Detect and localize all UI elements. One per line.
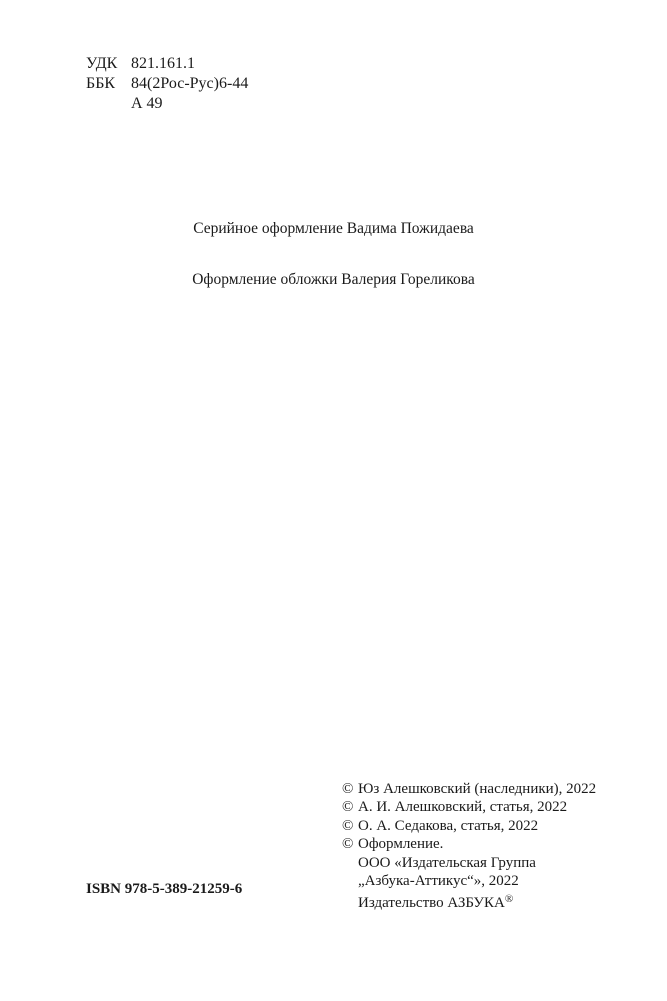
copyright-icon: © [342, 781, 354, 797]
copyright-text: А. И. Алешковский, статья, 2022 [358, 799, 568, 816]
isbn: ISBN 978-5-389-21259-6 [86, 881, 243, 897]
bbk-label: ББК [86, 75, 116, 92]
copyright-icon: © [342, 836, 354, 853]
udk-label: УДК [86, 55, 118, 72]
copyright-icon: © [342, 817, 354, 834]
copyright-icon: © [342, 799, 354, 816]
udk-value: 821.161.1 [131, 55, 195, 72]
bbk-value: 84(2Рос-Рус)6-44 [131, 75, 249, 92]
publisher-line: „Азбука-Аттикус“», 2022 [358, 873, 519, 890]
publisher-line: ООО «Издательская Группа [358, 854, 536, 871]
copyright-line [342, 817, 596, 835]
publisher-name: Издательство АЗБУКА [358, 895, 505, 912]
bbk-row [86, 74, 248, 94]
copyright-line [342, 835, 596, 853]
copyright-line [342, 780, 596, 798]
copyright-text: Юз Алешковский (наследники), 2022 [358, 781, 597, 797]
registered-trademark-icon: ® [504, 893, 514, 906]
author-mark: А 49 [131, 95, 163, 112]
publisher-line [342, 890, 596, 912]
udk-row [86, 54, 248, 74]
series-design-credit: Серийное оформление Вадима Пожидаева [193, 220, 474, 237]
copyright-text: Оформление. [358, 836, 444, 853]
copyright-block [342, 780, 596, 913]
cover-design-credit: Оформление обложки Валерия Гореликова [192, 271, 475, 288]
bibliographic-block [86, 54, 248, 114]
copyright-line [342, 798, 596, 816]
copyright-text: О. А. Седакова, статья, 2022 [358, 817, 539, 834]
author-mark-row [86, 94, 248, 114]
